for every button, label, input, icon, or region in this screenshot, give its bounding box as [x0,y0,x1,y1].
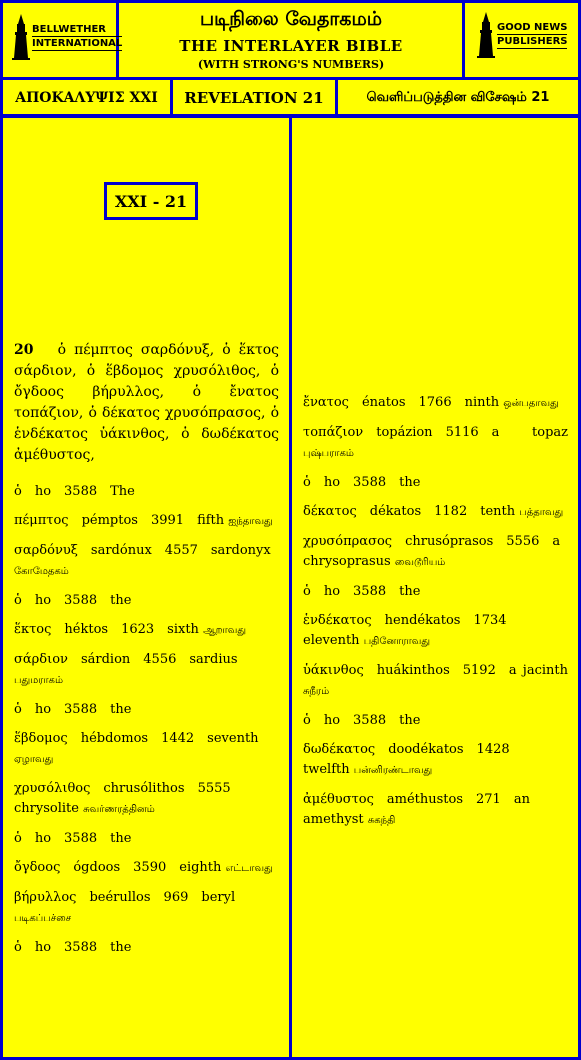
logo-text: GOOD NEWS [497,22,568,33]
word-entry [303,423,568,464]
word-translit: doodékatos [388,742,464,757]
word-entry [303,740,568,781]
word-greek: ἀμέθυστος [303,792,374,807]
word-entry [14,620,279,641]
word-tamil: பன்னிரண்டாவது [353,765,433,776]
word-english: the [110,702,132,717]
word-tamil: சுகந்தி [367,815,396,826]
word-english: an amethyst [303,792,530,827]
word-greek: ὁ [303,475,311,490]
word-entry [14,511,279,532]
word-strongs: 3588 [64,484,98,499]
word-entry [14,591,279,611]
word-translit: énatos [361,395,406,410]
word-greek: ὑάκινθος [303,663,364,678]
word-english: a chrysoprasus [303,534,561,569]
word-english: eleventh [303,633,360,648]
word-strongs: 1623 [121,622,155,637]
word-strongs: 3588 [353,584,387,599]
word-greek: ὁ [14,831,22,846]
word-strongs: 5116 [445,425,479,440]
word-entry [303,393,568,414]
word-tamil: வைடூரியம் [394,557,446,568]
word-english: beryl [201,890,236,905]
word-entry [14,700,279,720]
word-greek: τοπάζιον [303,425,364,440]
word-translit: héktos [64,622,109,637]
word-greek: ὁ [14,702,22,717]
word-strongs: 3590 [133,860,167,875]
word-translit: ho [323,475,341,490]
word-translit: pémptos [81,513,138,528]
word-entry [14,650,279,691]
word-greek: χρυσόπρασος [303,534,393,549]
word-greek: σάρδιον [14,652,68,667]
word-greek: ἕκτος [14,622,52,637]
word-greek: ἔνατος [303,395,349,410]
word-english: ninth [464,395,500,410]
word-tamil: எட்டாவது [225,863,273,874]
word-translit: huákinthos [376,663,450,678]
header-divider [0,77,581,80]
word-greek: ὄγδοος [14,860,61,875]
word-greek: πέμπτος [14,513,69,528]
word-strongs: 271 [476,792,501,807]
word-strongs: 1766 [418,395,452,410]
word-translit: ho [34,940,52,955]
word-english: the [399,584,421,599]
word-tamil: பத்தாவது [519,507,564,518]
word-greek: ὁ [303,584,311,599]
book-english: REVELATION 21 [184,89,324,107]
word-english: the [110,940,132,955]
word-english: chrysolite [14,801,79,816]
word-tamil: சுநீரம் [303,686,330,697]
word-entry [14,888,279,929]
word-entry [303,502,568,523]
word-translit: hébdomos [80,731,149,746]
word-entry [303,661,568,702]
word-list [303,393,568,831]
word-greek: ὁ [303,713,311,728]
word-strongs: 3588 [64,831,98,846]
word-strongs: 1428 [476,742,510,757]
chapter-label: XXI - 21 [104,182,198,220]
word-list [14,482,279,958]
word-tamil: படிகப்பச்சை [14,913,72,924]
word-english: fifth [197,513,225,528]
word-strongs: 3588 [64,940,98,955]
good-news-logo [477,12,567,58]
word-translit: ho [34,831,52,846]
word-translit: hendékatos [384,613,461,628]
word-translit: topázion [376,425,433,440]
word-translit: ho [34,593,52,608]
word-entry [303,611,568,652]
left-column [14,340,279,958]
word-tamil: பதினோராவது [363,636,430,647]
word-tamil: ஏழாவது [14,754,54,765]
bellwether-logo [12,14,122,60]
word-english: seventh [207,731,259,746]
word-translit: ho [323,584,341,599]
word-translit: ógdoos [73,860,121,875]
word-translit: chrusóprasos [405,534,494,549]
word-entry [303,532,568,573]
word-tamil: பதுமராகம் [14,675,63,686]
right-column [303,384,568,831]
word-english: twelfth [303,762,350,777]
word-english: a topaz [491,425,568,440]
title-english: THE INTERLAYER BIBLE [179,37,403,55]
word-english: tenth [480,504,516,519]
word-entry [303,711,568,731]
word-greek: σαρδόνυξ [14,543,78,558]
book-greek: ΑΠΟΚΑΛΥΨΙΣ XXI [15,90,158,106]
word-greek: ἑνδέκατος [303,613,372,628]
word-translit: ho [34,702,52,717]
word-english: the [110,831,132,846]
bell-tower-icon [12,14,30,60]
book-tamil: வெளிப்படுத்தின விசேஷம் 21 [366,90,550,105]
word-strongs: 4556 [143,652,177,667]
word-english: the [110,593,132,608]
word-greek: χρυσόλιθος [14,781,91,796]
word-tamil: ஐந்தாவது [228,516,273,527]
word-translit: sardónux [90,543,152,558]
word-tamil: ஆறாவது [203,625,246,636]
word-translit: dékatos [369,504,422,519]
word-translit: améthustos [386,792,464,807]
word-entry [14,482,279,502]
word-english: sixth [167,622,199,637]
logo-text: BELLWETHER [32,23,122,37]
column-divider [289,116,292,1060]
word-english: eighth [179,860,222,875]
word-entry [303,582,568,602]
word-strongs: 5192 [462,663,496,678]
verse-text [14,340,279,466]
word-strongs: 1442 [161,731,195,746]
logo-text: PUBLISHERS [497,36,568,47]
word-translit: ho [34,484,52,499]
word-strongs: 5556 [506,534,540,549]
word-translit: beérullos [89,890,151,905]
word-greek: δωδέκατος [303,742,376,757]
word-strongs: 969 [163,890,189,905]
logo-text: INTERNATIONAL [32,38,123,49]
verse-number: 20 [14,342,34,358]
word-english: The [110,484,135,499]
word-strongs: 3991 [150,513,185,528]
word-english: the [399,475,421,490]
word-entry [14,858,279,879]
word-greek: ὁ [14,940,22,955]
word-greek: ὁ [14,484,22,499]
word-greek: βήρυλλος [14,890,77,905]
word-tamil: சுவர்ணரத்தினம் [83,804,155,815]
verse-greek: ὁ πέμπτος σαρδόνυξ, ὁ ἕκτος σάρδιον, ὁ ἕβδομος χρυσόλιθος, ὁ ὄγδοος βήρυλλος, ὁ ἔνατος τοπάζιον, ὁ δέκατος χρυσόπρασος, ὁ ἑνδέκατος ὑάκινθος, ὁ δωδέκατος ἀμέθυστος, [14,342,279,463]
word-greek: δέκατος [303,504,357,519]
word-strongs: 4557 [164,543,198,558]
word-english: sardius [189,652,238,667]
word-entry [14,829,279,849]
word-entry [303,790,568,831]
subtitle: (WITH STRONG'S NUMBERS) [197,58,385,71]
word-tamil: புஷ்பராகம் [303,448,354,459]
word-strongs: 3588 [64,593,98,608]
word-strongs: 5555 [197,781,231,796]
word-strongs: 1182 [434,504,468,519]
word-entry [14,541,279,582]
word-entry [303,473,568,493]
word-entry [14,729,279,770]
word-entry [14,938,279,958]
word-english: the [399,713,421,728]
word-translit: chrusólithos [103,781,185,796]
word-greek: ἕβδομος [14,731,68,746]
word-tamil: கோமேதகம் [14,566,69,577]
word-translit: sárdion [80,652,131,667]
word-english: sardonyx [210,543,271,558]
word-strongs: 3588 [64,702,98,717]
word-english: a jacinth [508,663,568,678]
word-strongs: 1734 [473,613,507,628]
title-tamil: படிநிலை வேதாகமம் [199,8,383,30]
word-greek: ὁ [14,593,22,608]
bell-tower-icon [477,12,495,58]
word-strongs: 3588 [353,713,387,728]
word-tamil: ஒன்பதாவது [503,398,559,409]
divider [462,0,465,78]
word-translit: ho [323,713,341,728]
word-strongs: 3588 [353,475,387,490]
word-entry [14,779,279,820]
